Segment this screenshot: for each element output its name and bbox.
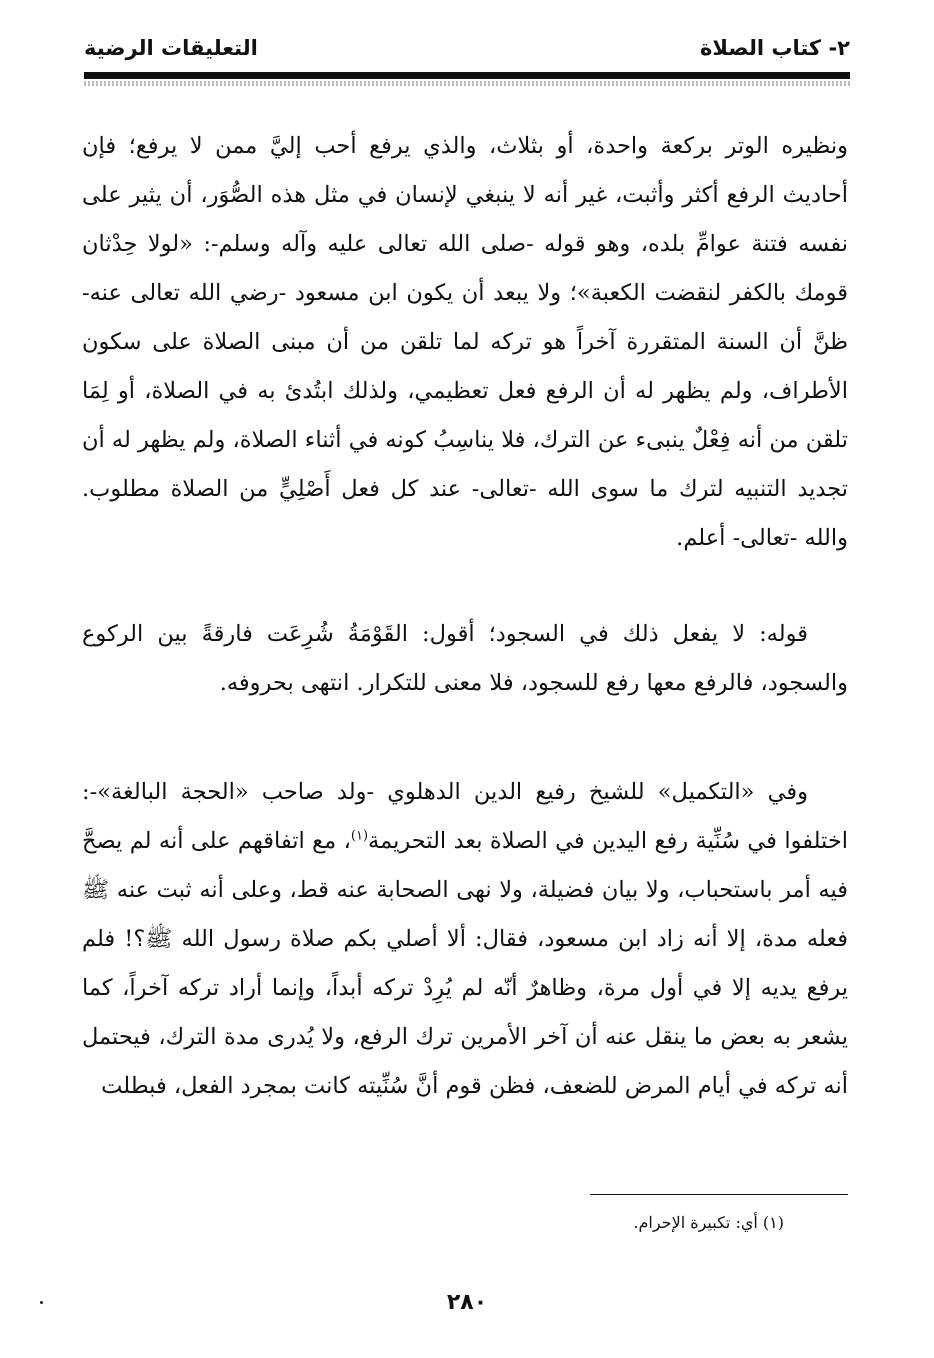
footnote-separator	[590, 1194, 848, 1195]
scan-speck	[40, 1301, 43, 1304]
paragraph-3	[82, 768, 848, 1111]
footnote: (١) أي: تكبيرة الإحرام.	[633, 1213, 784, 1232]
page-number: ٢٨٠	[446, 1290, 488, 1315]
paragraph-3-part-2: ، مع اتفاقهم على أنه لم يصحَّ فيه أمر باستحباب، ولا بيان فضيلة، ولا نهى الصحابة عنه قط، وعلى أنه ثبت عنه ﷺ فعله مدة، إلا أنه زاد ابن مسعود، فقال: ألا أصلي بكم صلاة رسول الله ﷺ؟! فلم يرفع يديه إلا في أول مرة، وظاهرٌ أنّه لم يُرِدْ تركه أبداً، وإنما أراد تركه آخراً، كما يشعر به بعض ما ينقل عنه أن آخر الأمرين ترك الرفع، ولا يُدرى مدة الترك، فيحتمل أنه تركه في أيام المرض للضعف، فظن قوم أنَّ سُنِّيته كانت بمجرد الفعل، فبطلت	[82, 828, 848, 1099]
paragraph-2: قوله: لا يفعل ذلك في السجود؛ أقول: القَوْمَةُ شُرِعَت فارقةً بين الركوع والسجود، فالرفع معها رفع للسجود، فلا معنى للتكرار. انتهى بحروفه.	[82, 621, 848, 696]
chapter-title: ٢- كتاب الصلاة	[699, 36, 850, 60]
running-header	[84, 30, 850, 70]
book-title: التعليقات الرضية	[84, 36, 258, 60]
header-rule	[84, 72, 850, 79]
paragraph-3-part-1: وفي «التكميل» للشيخ رفيع الدين الدهلوي -ولد صاحب «الحجة البالغة»-: اختلفوا في سُنِّية رفع اليدين في الصلاة بعد التحريمة	[82, 779, 848, 854]
header-dotted-rule	[84, 81, 850, 86]
footnote-reference[interactable]: (١)	[350, 828, 369, 844]
paragraph-1: ونظيره الوتر بركعة واحدة، أو بثلاث، والذي يرفع أحب إليَّ ممن لا يرفع؛ فإن أحاديث الرفع أكثر وأثبت، غير أنه لا ينبغي لإنسان في مثل هذه الصُّوَر، أن يثير على نفسه فتنة عوامِّ بلده، وهو قوله -صلى الله تعالى عليه وآله وسلم-: «لولا حِدْثان قومك بالكفر لنقضت الكعبة»؛ ولا يبعد أن يكون ابن مسعود -رضي الله تعالى عنه- ظنَّ أن السنة المتقررة آخراً هو تركه لما تلقن من أن مبنى الصلاة على سكون الأطراف، ولم يظهر له أن الرفع فعل تعظيمي، ولذلك ابتُدئ به في الصلاة، أو لِمَا تلقن من أنه فِعْلٌ ينبىء عن الترك، فلا يناسِبُ كونه في أثناء الصلاة، ولم يظهر له أن تجديد التنبيه لترك ما سوى الله -تعالى- عند كل فعل أَصْلِيٍّ من الصلاة مطلوب. والله -تعالى- أعلم.	[82, 133, 848, 551]
